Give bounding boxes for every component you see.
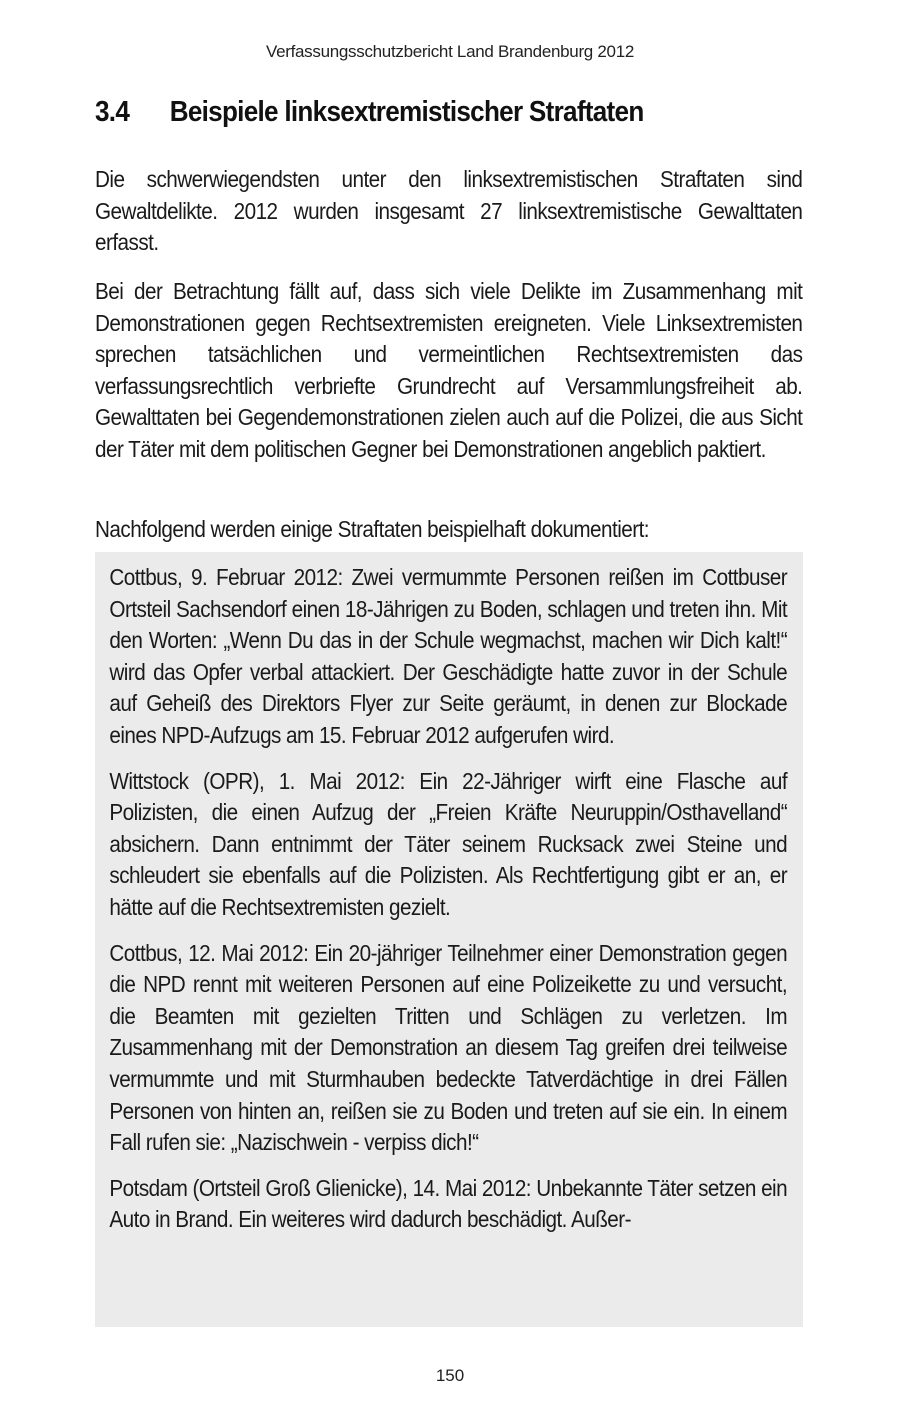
section-title: Beispiele linksextremistischer Straftaten [169, 96, 644, 128]
paragraph-text: Nachfolgend werden einige Straftaten beispielhaft dokumentiert: [95, 516, 650, 542]
example-cottbus-feb: Cottbus, 9. Februar 2012: Zwei vermummte Personen reißen im Cottbuser Ortsteil Sachsendorf einen 18-Jährigen zu Boden, schlagen und treten ihn. Mit den Worten: „Wenn Du das in der Schule wegmachst, machen wir Dich kalt!“ wird das Opfer verbal attackiert. Der Geschädigte hatte zuvor in der Schule auf Geheiß des Direktors Flyer zur Seite geräumt, in denen zur Blockade eines NPD-Aufzugs am 15. Februar 2012 aufgerufen wird. [109, 564, 788, 748]
intro-paragraph [95, 164, 803, 259]
page-number: 150 [435, 1366, 465, 1385]
paragraph-text: Die schwerwiegendsten unter den linksextremistischen Straftaten sind Gewaltdelikte. 2012 wurden insgesamt 27 linksextremistische Gewalttaten erfasst. [95, 166, 803, 256]
lead-in-paragraph [95, 514, 803, 546]
examples-box [95, 552, 803, 1327]
running-header: Verfassungsschutzbericht Land Brandenburg 2012 [265, 42, 635, 61]
context-paragraph [95, 276, 803, 466]
section-heading [95, 96, 644, 129]
example-cottbus-may: Cottbus, 12. Mai 2012: Ein 20-jähriger Teilnehmer einer Demonstration gegen die NPD rennt mit weiteren Personen auf eine Polizeikette zu und versucht, die Beamten mit gezielten Tritten und Schlägen zu verletzen. Im Zusammenhang mit der Demonstration an diesem Tag greifen drei teilweise vermummte und mit Sturmhauben bedeckte Tatverdächtige in drei Fällen Personen von hinten an, reißen sie zu Boden und treten auf sie ein. In einem Fall rufen sie: „Nazischwein - verpiss dich!“ [109, 939, 788, 1156]
section-number: 3.4 [95, 96, 130, 128]
example-potsdam-may: Potsdam (Ortsteil Groß Glienicke), 14. Mai 2012: Unbekannte Täter setzen ein Auto in Brand. Ein weiteres wird dadurch beschädigt. Außer- [109, 1174, 788, 1233]
paragraph-text: Bei der Betrachtung fällt auf, dass sich viele Delikte im Zusammenhang mit Demonstrationen gegen Rechtsextremisten ereigneten. Viele Linksextremisten sprechen tatsächlichen und vermeintlichen Rechtsextremisten das verfassungsrechtlich verbriefte Grundrecht auf Versammlungsfreiheit ab. Gewalttaten bei Gegendemonstrationen zielen auch auf die Polizei, die aus Sicht der Täter mit dem politischen Gegner bei Demonstrationen angeblich paktiert. [95, 278, 803, 462]
example-wittstock-may: Wittstock (OPR), 1. Mai 2012: Ein 22-Jähriger wirft eine Flasche auf Polizisten, die einen Aufzug der „Freien Kräfte Neuruppin/Osthavelland“ absichern. Dann entnimmt der Täter seinem Rucksack zwei Steine und schleudert sie ebenfalls auf die Polizisten. Als Rechtfertigung gibt er an, er hätte auf die Rechtsextremisten gezielt. [109, 767, 788, 920]
